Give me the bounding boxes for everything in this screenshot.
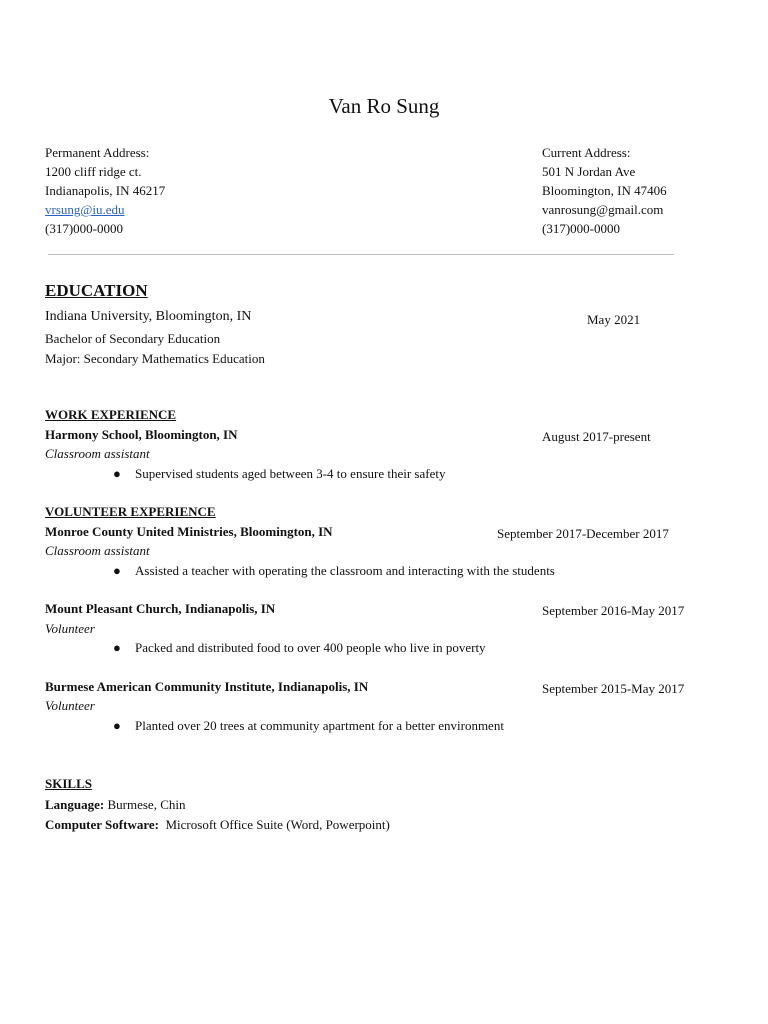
- education-degree: Bachelor of Secondary Education: [45, 331, 221, 346]
- volunteer-org-3: Burmese American Community Institute, Indianapolis, IN: [45, 679, 369, 694]
- education-date: May 2021: [587, 312, 641, 327]
- current-street: 501 N Jordan Ave: [542, 164, 636, 179]
- work-heading: WORK EXPERIENCE: [45, 407, 177, 422]
- current-address: [542, 143, 667, 238]
- volunteer-bullet-2: [113, 640, 486, 656]
- work-role: Classroom assistant: [45, 446, 150, 461]
- resume-name: Van Ro Sung: [328, 94, 440, 118]
- bullet-icon: ●: [113, 718, 121, 733]
- permanent-address-label: Permanent Address:: [45, 145, 150, 160]
- work-date: August 2017-present: [542, 429, 651, 444]
- permanent-address: [45, 143, 165, 238]
- skills-language-label: Language:: [45, 797, 105, 812]
- permanent-phone: (317)000-0000: [45, 221, 123, 236]
- current-city: Bloomington, IN 47406: [542, 183, 667, 198]
- bullet-icon: ●: [113, 640, 121, 655]
- volunteer-date-3: September 2015-May 2017: [542, 681, 685, 696]
- volunteer-bullet-text-2: Packed and distributed food to over 400 people who live in poverty: [135, 640, 486, 655]
- education-major: Major: Secondary Mathematics Education: [45, 351, 265, 366]
- education-heading: EDUCATION: [45, 281, 148, 300]
- volunteer-role-3: Volunteer: [45, 698, 95, 713]
- volunteer-bullet-3: [113, 718, 504, 734]
- volunteer-role-2: Volunteer: [45, 621, 95, 636]
- skills-language: [45, 795, 185, 814]
- skills-software-value: Microsoft Office Suite (Word, Powerpoint): [158, 817, 390, 832]
- skills-software: [45, 815, 390, 834]
- volunteer-bullet-text-1: Assisted a teacher with operating the classroom and interacting with the students: [135, 563, 555, 578]
- work-bullet: [113, 466, 445, 482]
- volunteer-org-2: Mount Pleasant Church, Indianapolis, IN: [45, 601, 276, 616]
- permanent-email-link[interactable]: vrsung@iu.edu: [45, 202, 125, 217]
- permanent-city: Indianapolis, IN 46217: [45, 183, 166, 198]
- bullet-icon: ●: [113, 563, 121, 578]
- work-org: Harmony School, Bloomington, IN: [45, 427, 238, 442]
- volunteer-bullet-text-3: Planted over 20 trees at community apartment for a better environment: [135, 718, 504, 733]
- current-email: vanrosung@gmail.com: [542, 202, 664, 217]
- volunteer-role-1: Classroom assistant: [45, 543, 150, 558]
- skills-language-value: Burmese, Chin: [104, 797, 186, 812]
- volunteer-org-1: Monroe County United Ministries, Bloomington, IN: [45, 524, 333, 539]
- education-school: Indiana University, Bloomington, IN: [45, 309, 252, 324]
- volunteer-date-1: September 2017-December 2017: [497, 526, 669, 541]
- volunteer-date-2: September 2016-May 2017: [542, 603, 685, 618]
- volunteer-heading: VOLUNTEER EXPERIENCE: [45, 504, 216, 519]
- skills-software-label: Computer Software:: [45, 817, 159, 832]
- current-phone: (317)000-0000: [542, 221, 620, 236]
- volunteer-bullet-1: [113, 563, 555, 579]
- permanent-street: 1200 cliff ridge ct.: [45, 164, 142, 179]
- bullet-icon: ●: [113, 466, 121, 481]
- current-address-label: Current Address:: [542, 145, 631, 160]
- skills-heading: SKILLS: [45, 776, 92, 791]
- work-bullet-text: Supervised students aged between 3-4 to ensure their safety: [135, 466, 446, 481]
- header-divider: [48, 254, 674, 255]
